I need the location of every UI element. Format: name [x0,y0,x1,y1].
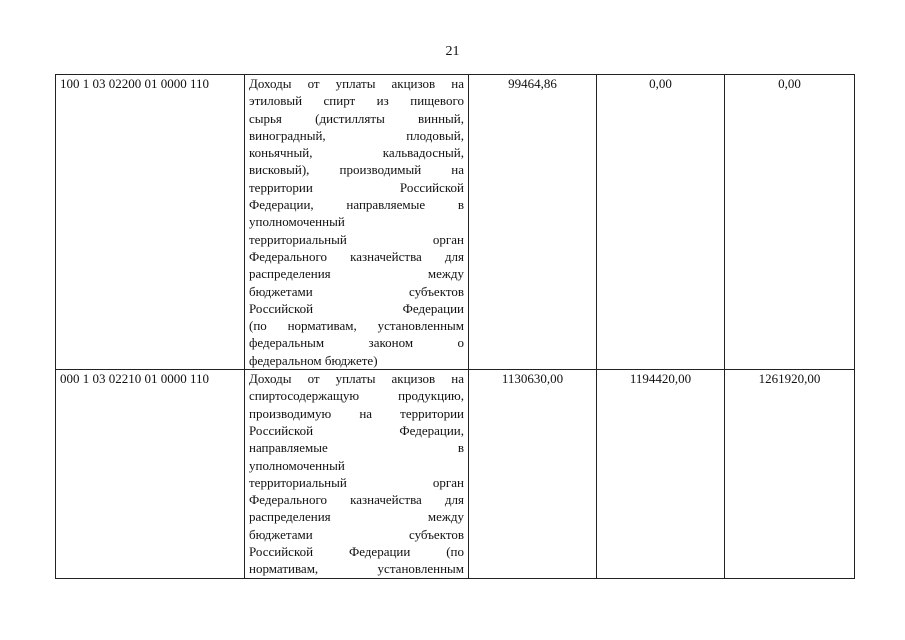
value-cell-1: 99464,86 [469,75,597,370]
description-line: Доходы от уплаты акцизов на [249,371,464,387]
description-line: виноградный, плодовый, [249,127,464,143]
description-line: Федерального казначейства для [249,248,464,264]
description-line: коньячный, кальвадосный, [249,145,464,161]
description-line: Федерации, направляемые в [249,197,464,213]
description-line: бюджетами субъектов [249,283,464,299]
description-line: этиловый спирт из пищевого [249,93,464,109]
budget-code-cell: 100 1 03 02200 01 0000 110 [56,75,245,370]
description-line: федеральным законом о [249,335,464,351]
value-cell-1: 1130630,00 [469,370,597,579]
description-line: уполномоченный [249,457,345,473]
description-cell [245,75,469,370]
description-line: бюджетами субъектов [249,526,464,542]
description-line: сырья (дистилляты винный, [249,110,464,126]
table-row [56,370,855,579]
table-row [56,75,855,370]
description-line: распределения между [249,509,464,525]
description-line: спиртосодержащую продукцию, [249,388,464,404]
description-line: территории Российской [249,179,464,195]
description-cell [245,370,469,579]
page-number: 21 [445,44,460,59]
description-line: Доходы от уплаты акцизов на [249,76,464,91]
value-cell-3: 1261920,00 [725,370,855,579]
value-cell-3: 0,00 [725,75,855,370]
value-cell-2: 0,00 [597,75,725,370]
description-line: направляемые в [249,440,464,456]
description-line: производимую на территории [249,405,464,421]
budget-code-cell: 000 1 03 02210 01 0000 110 [56,370,245,579]
description-line: территориальный орган [249,231,464,247]
description-line: (по нормативам, установленным [249,318,464,334]
description-line: нормативам, установленным [249,561,464,577]
description-line: Федерального казначейства для [249,492,464,508]
description-line: Российской Федерации (по [249,544,464,560]
description-line: Российской Федерации, [249,422,464,438]
description-line: территориальный орган [249,474,464,490]
description-line: висковый), производимый на [249,162,464,178]
description-line: распределения между [249,266,464,282]
description-line: федеральном бюджете) [249,352,378,368]
value-cell-2: 1194420,00 [597,370,725,579]
description-line: уполномоченный [249,214,345,230]
budget-revenue-table [55,74,855,579]
description-line: Российской Федерации [249,300,464,316]
